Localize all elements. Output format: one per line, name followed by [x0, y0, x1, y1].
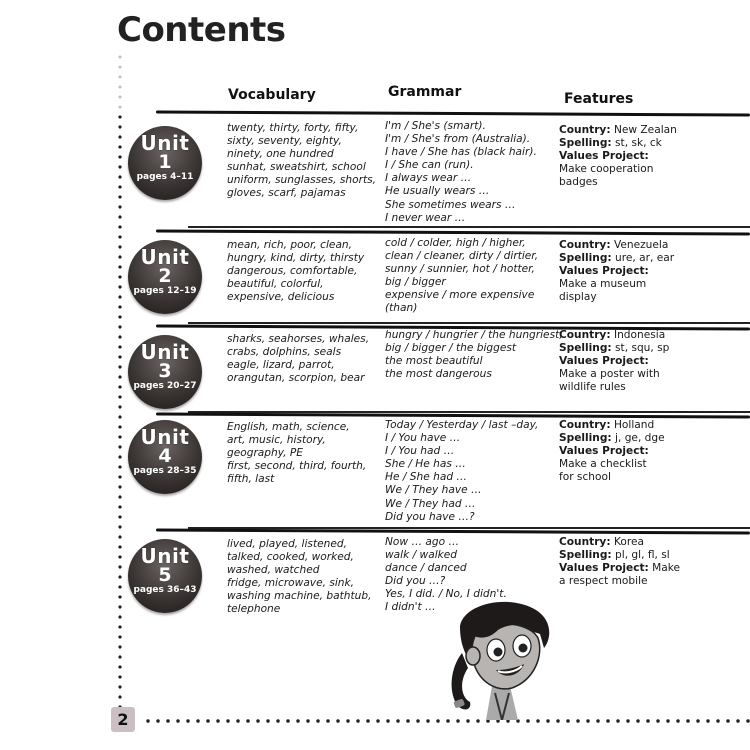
unit-badge-4[interactable]	[128, 420, 202, 494]
grammar-line: clean / cleaner, dirty / dirtier,	[385, 250, 539, 263]
row-divider	[188, 322, 750, 324]
unit-number: 5	[158, 564, 172, 586]
grammar-line: Today / Yesterday / last –day,	[385, 419, 539, 431]
unit-label: Unit	[140, 544, 190, 568]
vocabulary-line: expensive, delicious	[227, 291, 335, 304]
vocabulary-line: orangutan, scorpion, bear	[227, 372, 365, 385]
row-divider	[156, 412, 750, 418]
vocabulary-line: uniform, sunglasses, shorts,	[227, 174, 377, 187]
spelling-value: st, squ, sp	[615, 342, 670, 355]
grammar-line: (than)	[385, 302, 418, 315]
country-label: Country:	[559, 239, 611, 251]
vocabulary-list	[227, 421, 382, 486]
country-value: Korea	[613, 536, 644, 548]
country-label: Country:	[559, 419, 611, 431]
grammar-line: She sometimes wears …	[385, 198, 516, 211]
vocabulary-line: ninety, one hundred	[227, 148, 334, 161]
spelling-value: ure, ar, ear	[615, 252, 675, 265]
grammar-line: I always wear …	[385, 172, 472, 185]
page-number: 2	[111, 707, 135, 732]
values-project-value: Make cooperation	[559, 163, 654, 176]
grammar-line: I / You have …	[385, 432, 461, 445]
unit-number: 3	[158, 360, 172, 382]
row-divider	[188, 226, 750, 228]
vocabulary-list	[227, 538, 382, 617]
vocabulary-line: hungry, kind, dirty, thirsty	[227, 252, 365, 265]
unit-pages: pages 4–11	[136, 172, 194, 182]
grammar-list	[385, 329, 563, 381]
grammar-line: I / You had …	[385, 445, 455, 458]
vocabulary-line: art, music, history,	[227, 434, 326, 447]
grammar-line: I have / She has (black hair).	[385, 146, 537, 159]
vocabulary-line: washing machine, bathtub,	[227, 590, 372, 603]
row-divider	[156, 229, 750, 235]
vocabulary-line: sunhat, sweatshirt, school	[227, 161, 366, 174]
grammar-list	[385, 237, 557, 316]
grammar-line: I never wear …	[385, 211, 466, 224]
header-features: Features	[564, 91, 634, 107]
grammar-line: We / They had …	[385, 497, 476, 510]
spelling-value: j, ge, dge	[615, 432, 665, 445]
unit-number: 2	[158, 265, 172, 287]
vocabulary-line: talked, cooked, worked,	[227, 551, 354, 564]
unit-row-3	[128, 326, 750, 413]
grammar-line: the most beautiful	[385, 355, 483, 368]
grammar-line: walk / walked	[385, 549, 458, 562]
features-list	[559, 536, 689, 588]
grammar-line: I / She can (run).	[385, 159, 474, 172]
unit-row-4	[128, 414, 750, 529]
unit-row-5	[128, 530, 750, 625]
values-project-value: Make a checklist	[559, 458, 647, 471]
grammar-line: I'm / She's from (Australia).	[385, 133, 531, 146]
unit-label: Unit	[140, 425, 190, 449]
values-project-value: Make a museum	[559, 278, 647, 291]
grammar-line: Did you have …?	[385, 510, 475, 523]
grammar-line: Did you …?	[385, 575, 446, 588]
spelling-label: Spelling:	[559, 252, 612, 265]
dotted-border-left	[118, 112, 122, 708]
country-value: New Zealan	[613, 124, 677, 136]
unit-badge-2[interactable]	[128, 240, 202, 314]
unit-row-2	[128, 231, 750, 324]
country-value: Holland	[613, 419, 655, 431]
unit-pages: pages 12–19	[133, 286, 197, 296]
values-project-value: Make	[652, 562, 681, 575]
country-label: Country:	[559, 536, 611, 548]
values-project-value: a respect mobile	[559, 575, 648, 588]
values-project-label: Values Project:	[559, 265, 649, 278]
vocabulary-line: English, math, science,	[227, 421, 350, 433]
page-title: Contents	[117, 10, 286, 50]
country-value: Venezuela	[613, 239, 669, 251]
unit-badge-1[interactable]	[128, 126, 202, 200]
spelling-value: pl, gl, fl, sl	[615, 549, 670, 562]
features-list	[559, 329, 689, 394]
header-vocabulary: Vocabulary	[228, 87, 316, 103]
grammar-line: big / bigger	[385, 276, 446, 289]
vocabulary-line: lived, played, listened,	[227, 538, 347, 550]
grammar-line: He usually wears …	[385, 185, 490, 198]
values-project-label: Values Project:	[559, 445, 649, 458]
grammar-line: I'm / She's (smart).	[385, 120, 486, 132]
grammar-line: She / He has …	[385, 458, 466, 471]
vocabulary-line: dangerous, comfortable,	[227, 265, 358, 278]
grammar-list	[385, 120, 557, 225]
spelling-label: Spelling:	[559, 342, 612, 355]
values-project-label: Values Project:	[559, 355, 649, 368]
grammar-line: He / She had …	[385, 471, 468, 484]
vocabulary-list	[227, 122, 382, 201]
vocabulary-line: geography, PE	[227, 447, 303, 460]
values-project-value: for school	[559, 471, 611, 484]
vocabulary-line: mean, rich, poor, clean,	[227, 239, 353, 251]
unit-pages: pages 28–35	[133, 466, 197, 476]
vocabulary-line: telephone	[227, 603, 281, 616]
vocabulary-list	[227, 333, 382, 385]
vocabulary-line: eagle, lizard, parrot,	[227, 359, 335, 372]
unit-row-1	[128, 112, 750, 228]
vocabulary-line: sharks, seahorses, whales,	[227, 333, 370, 345]
grammar-line: big / bigger / the biggest	[385, 342, 517, 355]
grammar-line: We / They have …	[385, 484, 482, 497]
features-list	[559, 124, 689, 189]
unit-badge-5[interactable]	[128, 539, 202, 613]
vocabulary-line: gloves, scarf, pajamas	[227, 187, 346, 200]
vocabulary-line: crabs, dolphins, seals	[227, 346, 342, 359]
grammar-line: dance / danced	[385, 562, 467, 575]
vocabulary-line: first, second, third, fourth,	[227, 460, 367, 473]
features-list	[559, 239, 689, 304]
row-divider	[156, 528, 750, 534]
values-project-value: wildlife rules	[559, 381, 626, 394]
features-list	[559, 419, 689, 484]
unit-badge-3[interactable]	[128, 335, 202, 409]
grammar-line: Yes, I did. / No, I didn't.	[385, 588, 507, 601]
cartoon-girl-illustration	[440, 598, 560, 720]
vocabulary-line: fridge, microwave, sink,	[227, 577, 355, 590]
row-divider	[156, 110, 750, 116]
values-project-label: Values Project:	[559, 562, 649, 575]
unit-number: 4	[158, 445, 172, 467]
vocabulary-line: fifth, last	[227, 473, 275, 486]
values-project-value: Make a poster with	[559, 368, 660, 381]
vocabulary-line: beautiful, colorful,	[227, 278, 324, 291]
vocabulary-line: twenty, thirty, forty, fifty,	[227, 122, 359, 134]
grammar-list	[385, 419, 557, 524]
values-project-value: display	[559, 291, 597, 304]
unit-label: Unit	[140, 245, 190, 269]
grammar-line: expensive / more expensive	[385, 289, 535, 302]
vocabulary-line: sixty, seventy, eighty,	[227, 135, 342, 148]
unit-number: 1	[158, 151, 172, 173]
spelling-label: Spelling:	[559, 549, 612, 562]
unit-pages: pages 20–27	[133, 381, 197, 391]
vocabulary-list	[227, 239, 382, 304]
spelling-value: st, sk, ck	[615, 137, 662, 150]
values-project-value: badges	[559, 176, 598, 189]
vocabulary-line: washed, watched	[227, 564, 320, 577]
unit-label: Unit	[140, 131, 190, 155]
spelling-label: Spelling:	[559, 432, 612, 445]
values-project-label: Values Project:	[559, 150, 649, 163]
country-value: Indonesia	[613, 329, 666, 341]
grammar-line: Now … ago …	[385, 536, 460, 548]
grammar-line: hungry / hungrier / the hungriest,	[385, 329, 563, 341]
grammar-line: sunny / sunnier, hot / hotter,	[385, 263, 535, 276]
unit-label: Unit	[140, 340, 190, 364]
country-label: Country:	[559, 124, 611, 136]
dotted-border-top	[118, 52, 122, 112]
grammar-line: the most dangerous	[385, 368, 492, 381]
spelling-label: Spelling:	[559, 137, 612, 150]
country-label: Country:	[559, 329, 611, 341]
unit-pages: pages 36–43	[133, 585, 197, 595]
grammar-line: I didn't …	[385, 601, 436, 614]
header-grammar: Grammar	[388, 84, 462, 100]
grammar-line: cold / colder, high / higher,	[385, 237, 526, 249]
